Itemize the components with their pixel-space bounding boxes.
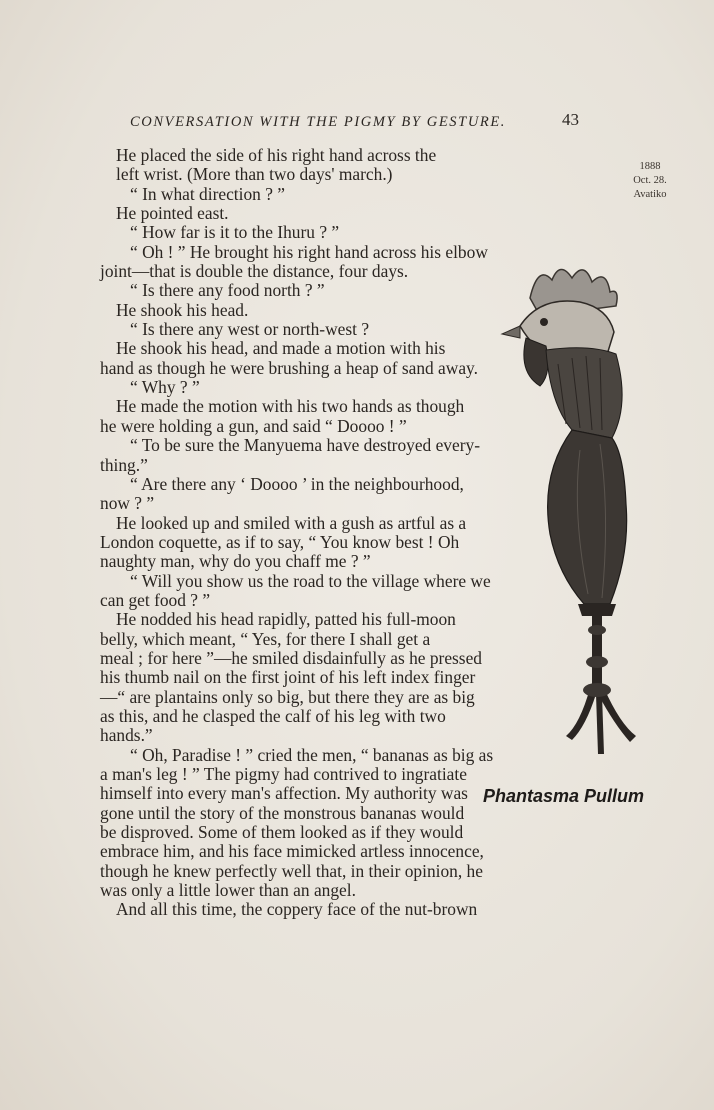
- text-line: And all this time, the coppery face of the nut-brown: [116, 899, 478, 920]
- text-line: “ Oh ! ” He brought his right hand across his elbow: [130, 241, 488, 262]
- text-line: gone until the story of the monstrous bananas would: [100, 802, 465, 823]
- text-line: He shook his head, and made a motion with his: [116, 338, 446, 359]
- text-line: “ Will you show us the road to the village where we: [130, 570, 491, 591]
- text-line: hands.”: [100, 725, 153, 746]
- margin-note: [620, 160, 680, 202]
- text-line: though he knew perfectly well that, in their opinion, he: [100, 860, 483, 881]
- text-line: He made the motion with his two hands as though: [116, 396, 465, 417]
- text-line: He looked up and smiled with a gush as artful as a: [116, 512, 467, 533]
- text-line: a man's leg ! ” The pigmy had contrived to ingratiate: [100, 764, 467, 784]
- text-line: “ Why ? ”: [130, 377, 200, 398]
- text-line: joint—that is double the distance, four days.: [100, 261, 409, 282]
- margin-note-date: Oct. 28.: [633, 175, 667, 186]
- text-line: “ Are there any ‘ Doooo ’ in the neighbourhood,: [130, 473, 464, 494]
- margin-note-place: Avatiko: [633, 189, 667, 200]
- text-line: belly, which meant, “ Yes, for there I shall get a: [100, 628, 431, 649]
- text-line: hand as though he were brushing a heap of sand away.: [100, 357, 478, 378]
- running-header: [130, 114, 600, 131]
- text-line: “ In what direction ? ”: [130, 183, 285, 204]
- margin-note-year: 1888: [639, 161, 661, 172]
- text-line: He pointed east.: [116, 203, 229, 224]
- text-line: thing.”: [100, 454, 148, 475]
- text-line: embrace him, and his face mimicked artless innocence,: [100, 841, 484, 862]
- text-line: meal ; for here ”—he smiled disdainfully as he pressed: [100, 647, 482, 668]
- text-line: London coquette, as if to say, “ You know best ! Oh: [100, 531, 460, 552]
- text-line: was only a little lower than an angel.: [100, 880, 356, 901]
- text-line: as this, and he clasped the calf of his leg with two: [100, 705, 446, 726]
- text-line: naughty man, why do you chaff me ? ”: [100, 551, 371, 572]
- text-line: He nodded his head rapidly, patted his full-moon: [116, 609, 456, 630]
- text-line: “ Is there any food north ? ”: [130, 280, 325, 301]
- text-line: “ How far is it to the Ihuru ? ”: [130, 222, 340, 243]
- text-line: left wrist. (More than two days' march.): [116, 164, 393, 185]
- text-line: “ Oh, Paradise ! ” cried the men, “ bananas as big as: [130, 744, 494, 765]
- text-line: —“ are plantains only so big, but there they are as big: [100, 686, 475, 707]
- text-line: He shook his head.: [116, 299, 249, 320]
- text-line: his thumb nail on the first joint of his left index finger: [100, 667, 476, 688]
- text-line: he were holding a gun, and said “ Doooo ! ”: [100, 415, 407, 436]
- text-line: be disproved. Some of them looked as if they would: [100, 822, 464, 843]
- illustration-caption: Phantasma Pullum: [483, 786, 645, 806]
- text-line: himself into every man's affection. My authority was: [100, 783, 468, 804]
- page-number: 43: [562, 110, 579, 129]
- text-line: now ? ”: [100, 493, 155, 514]
- text-line: “ Is there any west or north-west ?: [130, 319, 370, 340]
- text-line: “ To be sure the Manyuema have destroyed every-: [130, 435, 481, 456]
- running-title: CONVERSATION WITH THE PIGMY BY GESTURE.: [130, 114, 507, 130]
- text-line: He placed the side of his right hand across the: [116, 145, 437, 165]
- text-line: can get food ? ”: [100, 589, 211, 610]
